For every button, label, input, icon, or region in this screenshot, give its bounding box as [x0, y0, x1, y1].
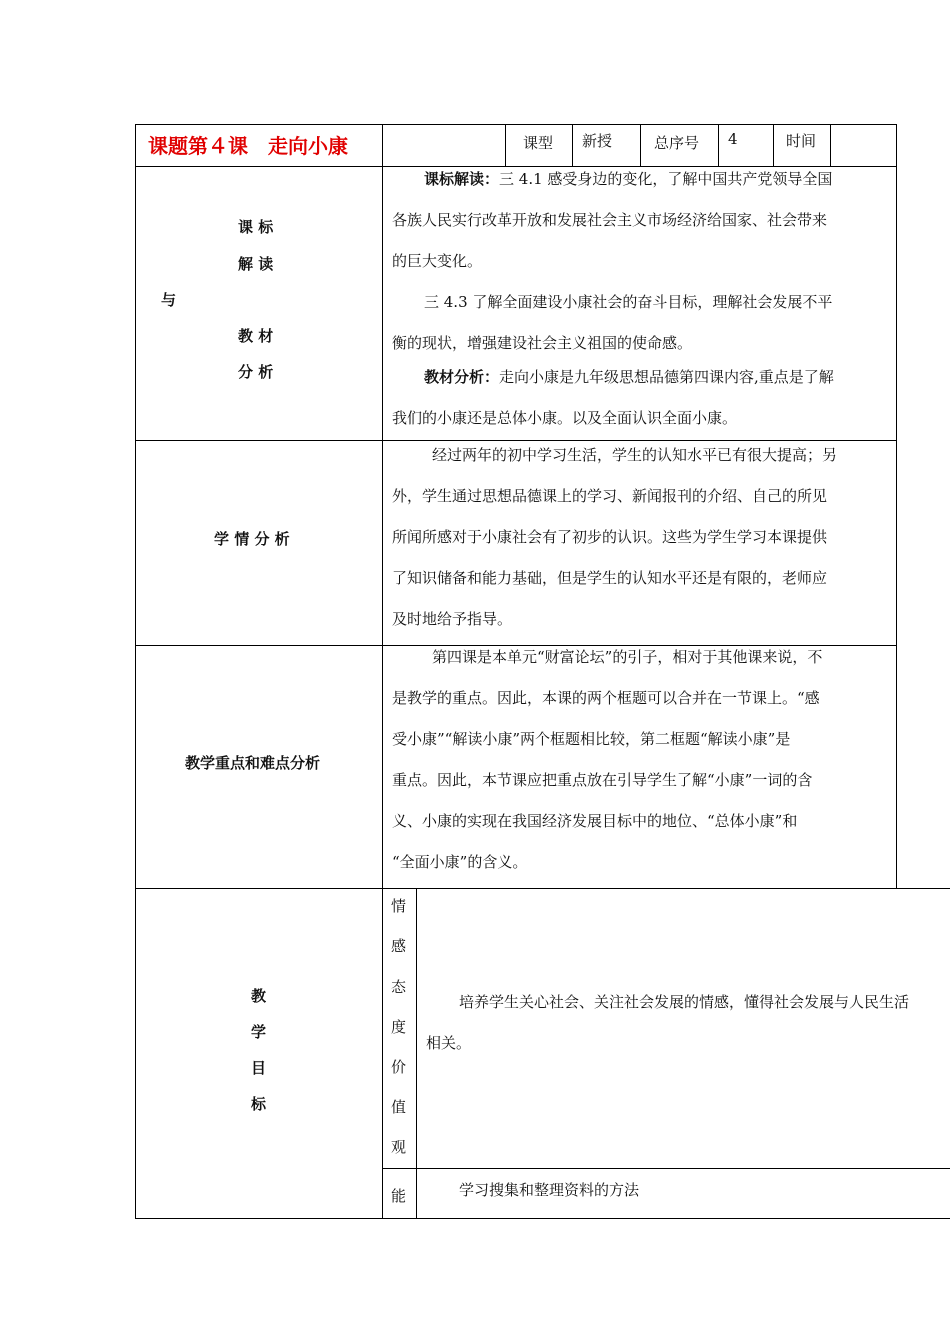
row2-line: 经过两年的初中学习生活，学生的认知水平已有很大提高；另: [432, 446, 838, 464]
row4-label-char: 目: [251, 1059, 267, 1077]
row3-line: 是教学的重点。因此，本课的两个框题可以合并在一节课上。“感: [392, 689, 820, 707]
rule-top: [135, 124, 896, 125]
sub1-char: 感: [391, 937, 407, 955]
row1-line: 三 4.1 感受身边的变化，了解中国共产党领导全国: [499, 170, 833, 188]
lesson-title: 课题第４课 走向小康: [148, 134, 348, 158]
row1-label-line: 课 标: [238, 218, 274, 236]
row3-line: 重点。因此，本节课应把重点放在引导学生了解“小康”一词的含: [392, 771, 813, 789]
sub1-char: 观: [391, 1138, 407, 1156]
row1-label-line: 解 读: [238, 255, 274, 273]
rule-row4-inner: [382, 1168, 950, 1169]
sub1-char: 度: [391, 1018, 407, 1036]
row1-para3: [392, 357, 888, 439]
row2-line: 了知识储备和能力基础，但是学生的认知水平还是有限的，老师应: [392, 569, 828, 587]
sub1-char: 情: [391, 897, 407, 915]
seq-label: 总序号: [654, 134, 700, 152]
row2-label: 学 情 分 析: [214, 530, 290, 548]
row3-para: [392, 637, 888, 883]
row1-label-line: 分 析: [238, 363, 274, 381]
seq-value: 4: [728, 130, 738, 148]
sub1-para: [426, 982, 950, 1064]
row1-line: 走向小康是九年级思想品德第四课内容,重点是了解: [499, 368, 834, 386]
sub2-char: 能: [391, 1187, 407, 1205]
rule-left: [135, 124, 136, 1219]
rule-right: [896, 124, 897, 889]
row2-line: 外，学生通过思想品德课上的学习、新闻报刊的介绍、自己的所见: [392, 487, 828, 505]
row3-line: 受小康”“解读小康”两个框题相比较，第二框题“解读小康”是: [392, 730, 791, 748]
rule-bottom: [135, 1218, 950, 1219]
row1-line: 衡的现状，增强建设社会主义祖国的使命感。: [392, 334, 693, 352]
rule-sub-col: [416, 888, 417, 1219]
row3-line: 义、小康的实现在我国经济发展目标中的地位、“总体小康”和: [392, 812, 798, 830]
row2-line: 及时地给予指导。: [392, 610, 513, 628]
sub1-line: 相关。: [426, 1034, 472, 1052]
row4-label-char: 教: [251, 987, 267, 1005]
textbook-bold: 教材分析：: [424, 368, 500, 386]
type-value: 新授: [582, 132, 613, 150]
sub1-char: 态: [391, 978, 407, 996]
row1-line: 三 4.3 了解全面建设小康社会的奋斗目标，理解社会发展不平: [424, 293, 833, 311]
row1-para2: [392, 282, 888, 364]
row2-para: [392, 435, 888, 640]
row2-line: 所闻所感对于小康社会有了初步的认识。这些为学生学习本课提供: [392, 528, 828, 546]
sub1-char: 值: [391, 1098, 407, 1116]
sub1-char: 价: [391, 1058, 407, 1076]
row3-line: 第四课是本单元“财富论坛”的引子，相对于其他课来说，不: [432, 648, 823, 666]
row1-label-line: 与: [161, 291, 177, 309]
row1-label-line: 教 材: [238, 327, 274, 345]
row1-line: 各族人民实行改革开放和发展社会主义市场经济给国家、社会带来: [392, 211, 828, 229]
rule-row3-bottom: [135, 888, 950, 889]
row4-label-char: 标: [251, 1095, 267, 1113]
sub1-line: 培养学生关心社会、关注社会发展的情感，懂得社会发展与人民生活: [459, 993, 910, 1011]
curriculum-bold: 课标解读：: [424, 170, 500, 188]
rule-col1: [382, 124, 383, 1219]
row3-label: 教学重点和难点分析: [185, 754, 321, 772]
row1-line: 我们的小康还是总体小康。以及全面认识全面小康。: [392, 409, 738, 427]
sub2-text: 学习搜集和整理资料的方法: [459, 1181, 640, 1199]
row1-line: 的巨大变化。: [392, 252, 483, 270]
type-label: 课型: [523, 134, 554, 152]
row4-label-char: 学: [251, 1023, 267, 1041]
row1-para1: [392, 159, 888, 282]
row3-line: “全面小康”的含义。: [392, 853, 528, 871]
time-label: 时间: [786, 132, 817, 150]
